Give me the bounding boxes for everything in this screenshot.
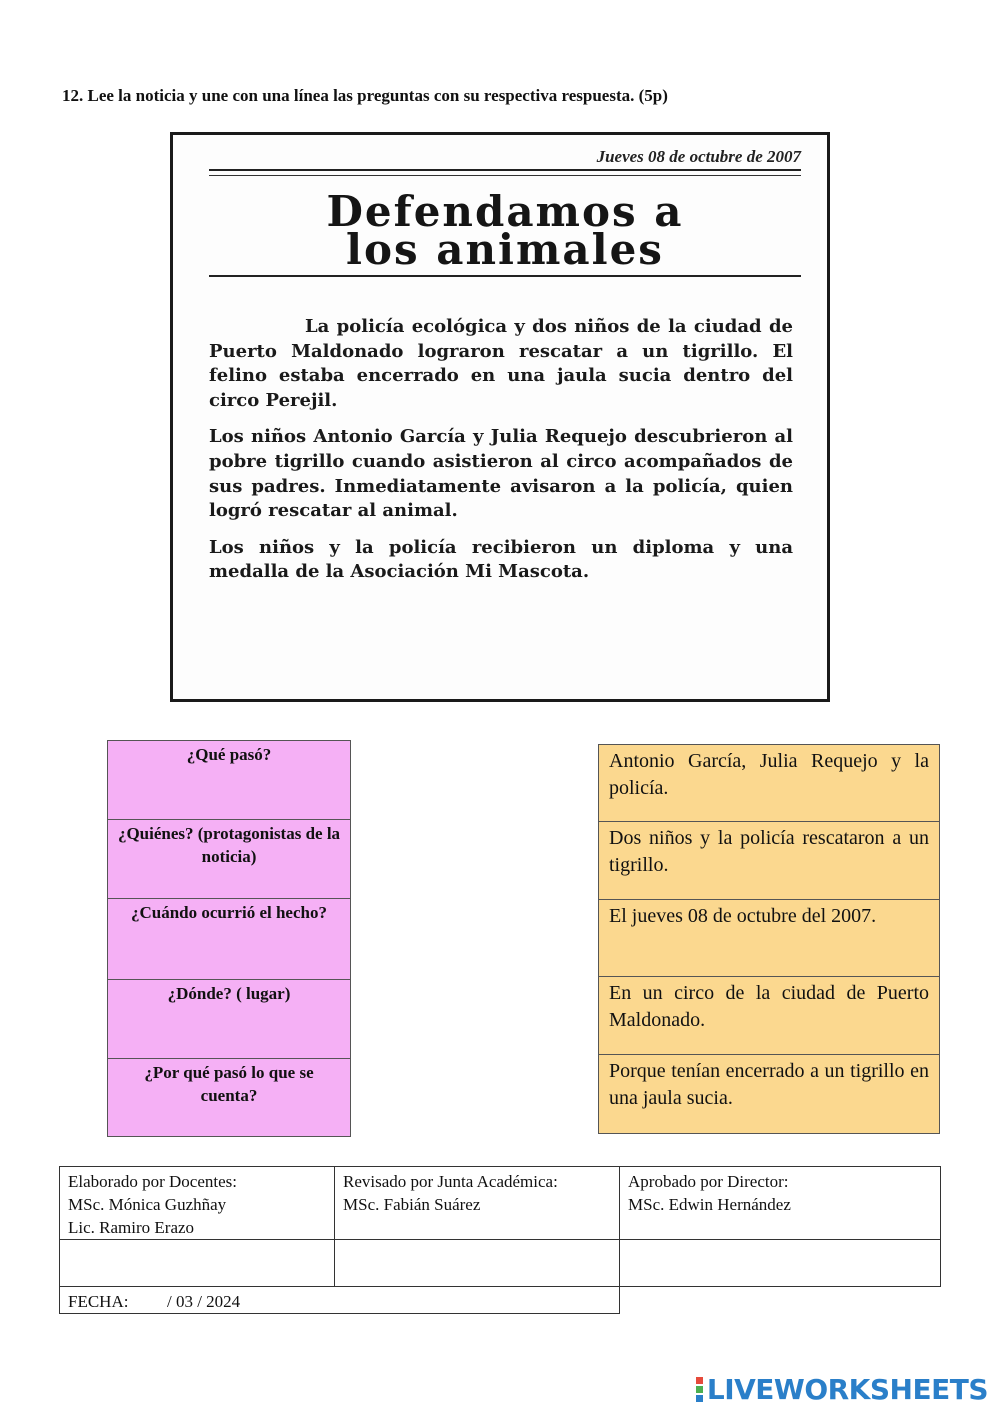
instruction-text: 12. Lee la noticia y une con una línea las preguntas con su respectiva respuesta. (5p) <box>62 86 668 105</box>
clipping-paragraph: Los niños Antonio García y Julia Requejo descubrieron al pobre tigrillo cuando asistieron al circo acompañados de sus padres. Inmediatamente avisaron a la policía, quien logró rescatar al animal. <box>209 426 793 522</box>
signature-blank-1 <box>60 1240 335 1287</box>
fecha-empty <box>620 1287 941 1314</box>
signature-blank-3 <box>620 1240 941 1287</box>
signature-blank-2 <box>335 1240 620 1287</box>
signature-table <box>59 1166 941 1314</box>
clipping-body <box>209 315 793 597</box>
answer-box-cuando[interactable]: El jueves 08 de octubre del 2007. <box>598 900 940 977</box>
clipping-headline <box>209 187 801 274</box>
question-box-quienes[interactable]: ¿Quiénes? (protagonistas de la noticia) <box>107 820 351 899</box>
answer-box-quienes[interactable]: Antonio García, Julia Requejo y la policía. <box>598 744 940 822</box>
elaborado-name-1: MSc. Mónica Guzhñay <box>68 1195 227 1214</box>
headline-line-2: los animales <box>346 225 664 274</box>
clipping-date-rule <box>209 175 801 176</box>
answer-box-donde[interactable]: En un circo de la ciudad de Puerto Maldonado. <box>598 977 940 1055</box>
answer-box-por-que[interactable]: Porque tenían encerrado a un tigrillo en una jaula sucia. <box>598 1055 940 1134</box>
fecha-cell <box>60 1287 620 1314</box>
question-box-por-que[interactable]: ¿Por qué pasó lo que se cuenta? <box>107 1059 351 1137</box>
revisado-name: MSc. Fabián Suárez <box>343 1195 481 1214</box>
elaborado-label: Elaborado por Docentes: <box>68 1172 237 1191</box>
elaborado-cell <box>60 1167 335 1240</box>
question-box-cuando[interactable]: ¿Cuándo ocurrió el hecho? <box>107 899 351 980</box>
fecha-value: / 03 / 2024 <box>166 1292 241 1311</box>
revisado-label: Revisado por Junta Académica: <box>343 1172 558 1191</box>
clipping-paragraph: Los niños y la policía recibieron un diploma y una medalla de la Asociación Mi Mascota. <box>209 536 793 583</box>
logo-mark-icon <box>696 1377 703 1402</box>
answer-box-que[interactable]: Dos niños y la policía rescataron a un tigrillo. <box>598 822 940 900</box>
questions-column <box>107 740 351 1137</box>
elaborado-name-2: Lic. Ramiro Erazo <box>68 1218 195 1237</box>
clipping-headline-rule <box>209 275 801 277</box>
fecha-label: FECHA: <box>68 1292 129 1311</box>
headline-line-1: Defendamos a <box>326 187 684 236</box>
newspaper-clipping <box>170 132 830 702</box>
revisado-cell <box>335 1167 620 1240</box>
aprobado-name: MSc. Edwin Hernández <box>628 1195 791 1214</box>
clipping-paragraph: La policía ecológica y dos niños de la ciudad de Puerto Maldonado lograron rescatar a un tigrillo. El felino estaba encerrado en una jaula sucia dentro del circo Perejil. <box>209 316 793 411</box>
aprobado-cell <box>620 1167 941 1240</box>
question-box-que[interactable]: ¿Qué pasó? <box>107 740 351 820</box>
answers-column <box>598 744 940 1134</box>
liveworksheets-logo <box>696 1374 988 1404</box>
logo-text: LIVEWORKSHEETS <box>706 1372 988 1406</box>
question-box-donde[interactable]: ¿Dónde? ( lugar) <box>107 980 351 1059</box>
clipping-date: Jueves 08 de octubre de 2007 <box>209 147 801 171</box>
aprobado-label: Aprobado por Director: <box>628 1172 789 1191</box>
